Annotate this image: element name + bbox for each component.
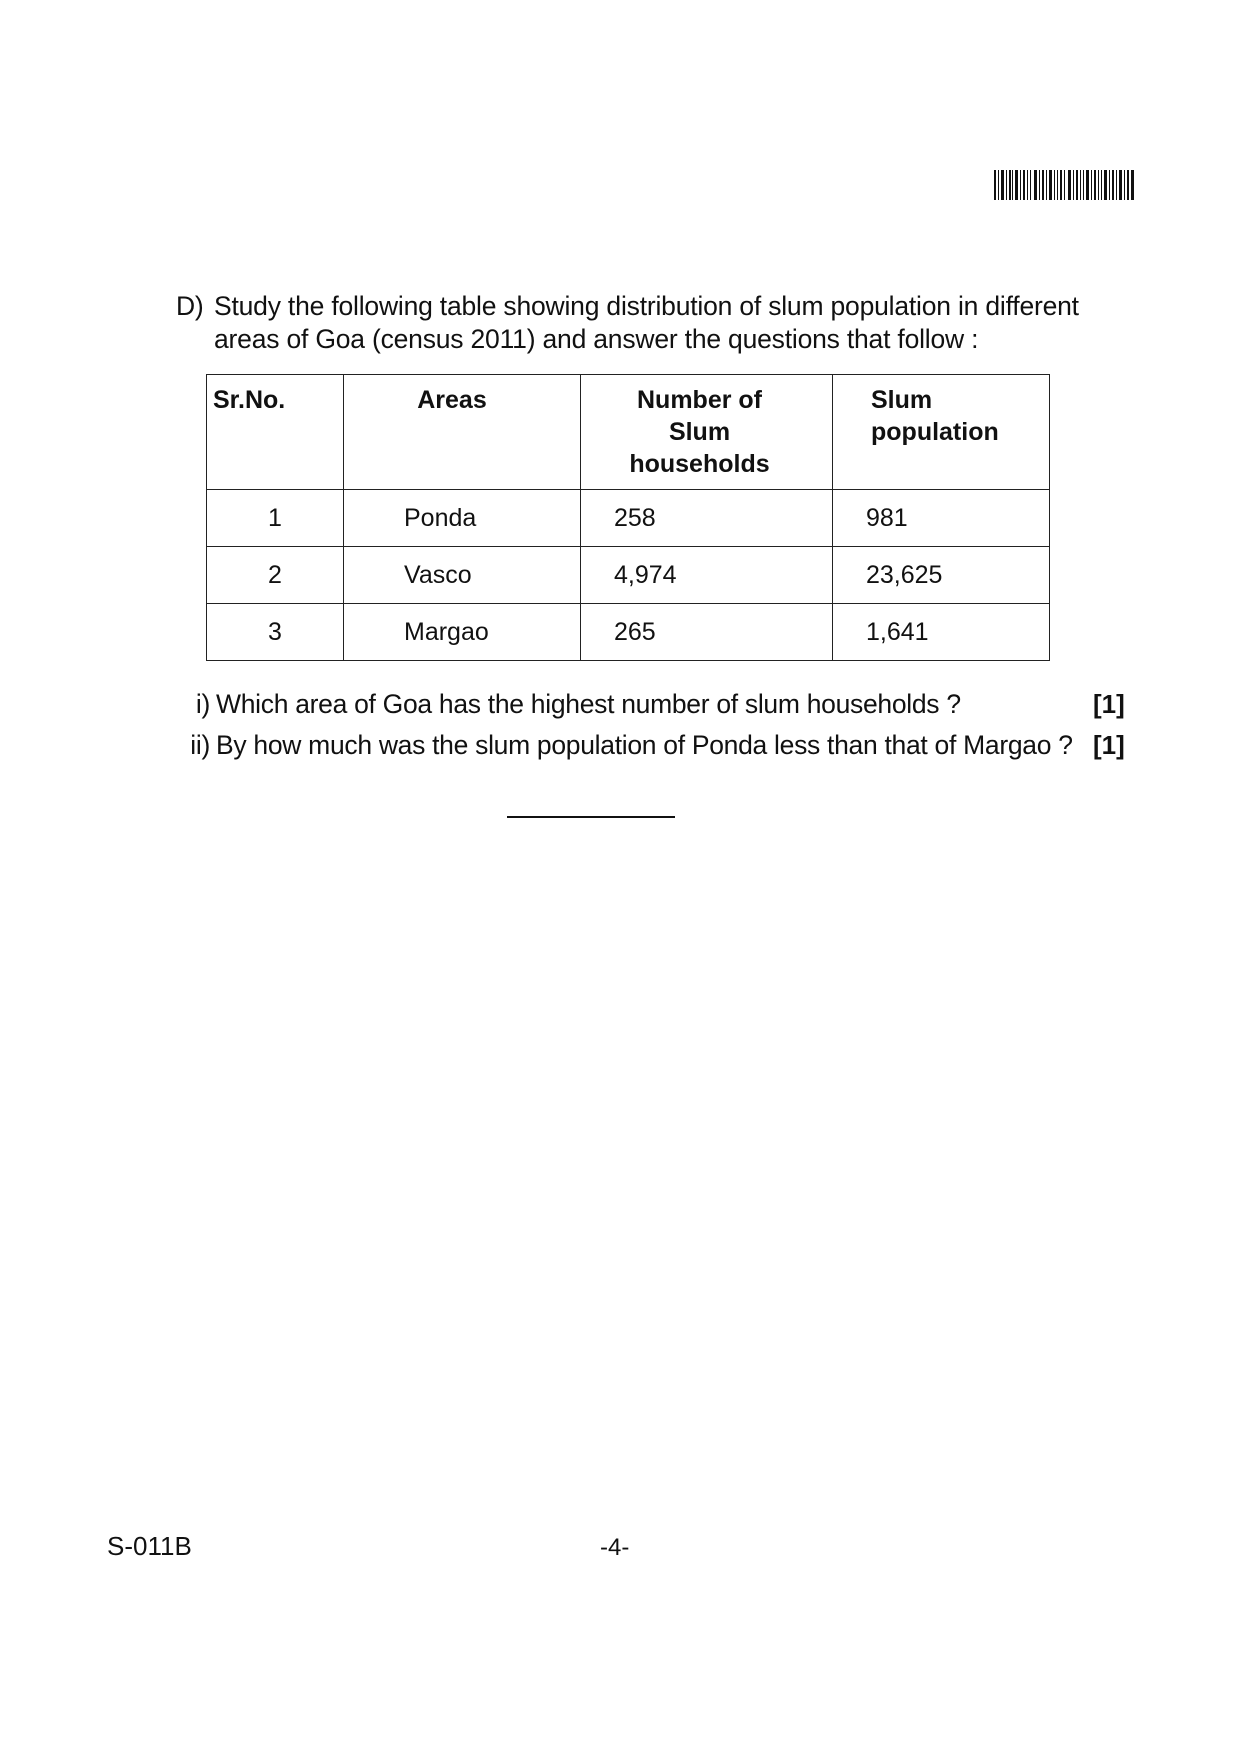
cell-households: 4,974 (581, 547, 833, 604)
cell-households: 258 (581, 490, 833, 547)
cell-area: Margao (344, 604, 581, 661)
marks-ii: [1] (1093, 730, 1125, 760)
question-line-1: Study the following table showing distribution of slum population in different (214, 291, 1079, 321)
barcode (994, 170, 1134, 200)
question-text (214, 290, 1134, 356)
cell-population: 23,625 (833, 547, 1050, 604)
header-slum-households (581, 375, 833, 490)
header-population-line-2: population (871, 418, 999, 446)
subquestion-number: i) (195, 689, 210, 719)
end-rule (507, 816, 675, 818)
header-households-line-2: Slum (668, 418, 731, 446)
marks-i: [1] (1093, 689, 1125, 719)
table-row (207, 490, 1050, 547)
question-label: D) (176, 291, 204, 321)
subquestion-text: By how much was the slum population of Ponda less than that of Margao ? (216, 730, 1073, 760)
cell-sr: 3 (207, 604, 344, 661)
header-slum-population (833, 375, 1050, 490)
cell-population: 1,641 (833, 604, 1050, 661)
cell-area: Vasco (344, 547, 581, 604)
slum-population-table (206, 374, 1050, 661)
header-areas: Areas (344, 375, 581, 490)
cell-sr: 2 (207, 547, 344, 604)
table-row (207, 604, 1050, 661)
header-households-line-3: households (629, 450, 770, 478)
table-row (207, 547, 1050, 604)
header-households-line-1: Number of (637, 386, 762, 414)
cell-area: Ponda (344, 490, 581, 547)
question-line-2: areas of Goa (census 2011) and answer the questions that follow : (214, 324, 979, 354)
header-sr-no: Sr.No. (207, 375, 344, 490)
table-header-row (207, 375, 1050, 490)
subquestion-text: Which area of Goa has the highest number of slum households ? (216, 689, 961, 719)
cell-households: 265 (581, 604, 833, 661)
page-number: -4- (600, 1534, 630, 1561)
header-population-line-1: Slum (871, 386, 933, 414)
cell-population: 981 (833, 490, 1050, 547)
paper-code: S-011B (107, 1531, 192, 1561)
subquestion-number: ii) (190, 730, 210, 760)
cell-sr: 1 (207, 490, 344, 547)
